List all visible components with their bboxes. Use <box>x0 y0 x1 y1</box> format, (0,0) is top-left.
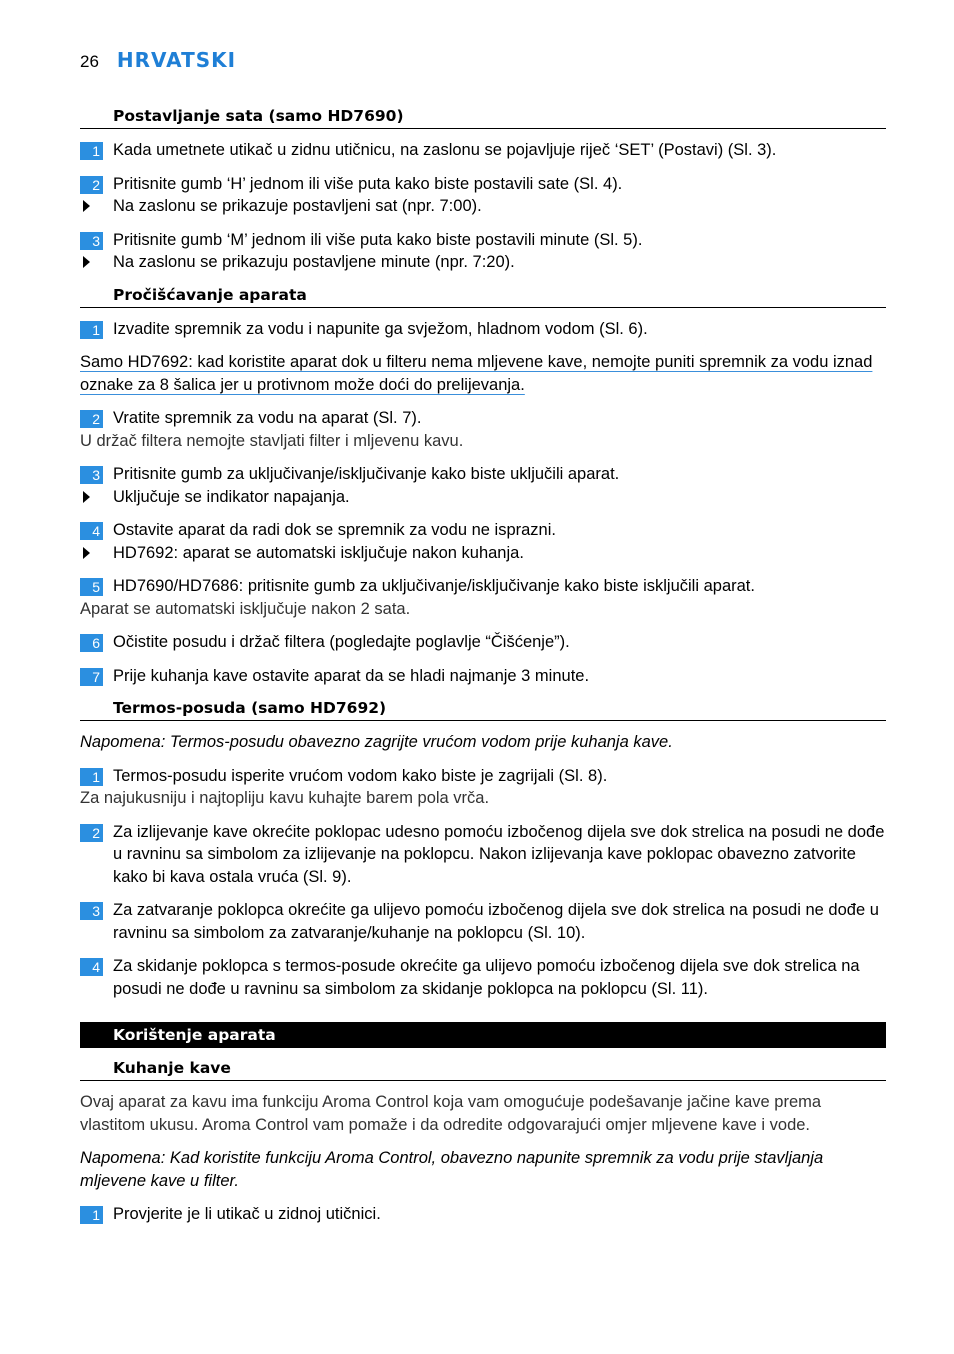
brewing-intro: Ovaj aparat za kavu ima funkciju Aroma Control koja vam omogućuje podešavanje jačine kave prema vlastitom ukusu. Aroma Control vam pomaže i da odredite odgovarajući omjer mljevene kave i vode. <box>80 1093 822 1134</box>
step-cleaning-2 <box>80 407 886 430</box>
step-number: 1 <box>80 142 103 160</box>
step-clock-2 <box>80 173 886 196</box>
step-text: Izvadite spremnik za vodu i napunite ga svježom, hladnom vodom (Sl. 6). <box>113 319 648 338</box>
step-text: Provjerite je li utikač u zidnoj utičnici. <box>113 1205 381 1223</box>
step-thermos-1 <box>80 765 886 788</box>
brewing-note: Napomena: Kad koristite funkciju Aroma Control, obavezno napunite spremnik za vodu prije stavljanja mljevene kave u filter. <box>80 1149 824 1190</box>
step-text: Očistite posudu i držač filtera (pogledajte poglavlje “Čišćenje”). <box>113 633 570 651</box>
result-bullet <box>80 486 886 509</box>
page-header <box>80 48 236 74</box>
step-text: Vratite spremnik za vodu na aparat (Sl. 7). <box>113 409 422 427</box>
step-thermos-2 <box>80 821 886 889</box>
plain-note: Aparat se automatski isključuje nakon 2 sata. <box>80 599 411 618</box>
step-cleaning-4 <box>80 519 886 542</box>
step-cleaning-7 <box>80 665 886 688</box>
bullet-text: Uključuje se indikator napajanja. <box>113 487 350 506</box>
step-number: 3 <box>80 466 103 484</box>
step-text: Kada umetnete utikač u zidnu utičnicu, na zaslonu se pojavljuje riječ ‘SET’ (Postavi) (Sl. 3). <box>113 141 777 159</box>
step-thermos-3 <box>80 899 886 944</box>
step-thermos-4 <box>80 955 886 1000</box>
section-title-thermos: Termos-posuda (samo HD7692) <box>80 698 886 721</box>
hd7692-note: Samo HD7692: kad koristite aparat dok u filteru nema mljevene kave, nemojte puniti spremnik za vodu iznad oznake za 8 šalica jer u protivnom može doći do prelijevanja. <box>80 353 873 394</box>
step-cleaning-5 <box>80 575 886 598</box>
step-text: Termos-posudu isperite vrućom vodom kako biste je zagrijali (Sl. 8). <box>113 766 608 785</box>
step-cleaning-1 <box>80 318 886 341</box>
step-clock-1 <box>80 139 886 162</box>
bullet-text: Na zaslonu se prikazuje postavljeni sat (npr. 7:00). <box>113 197 482 215</box>
section-title-clock: Postavljanje sata (samo HD7690) <box>80 106 886 129</box>
section-title-cleaning: Pročišćavanje aparata <box>80 285 886 308</box>
triangle-bullet-icon <box>83 547 90 559</box>
step-text: Pritisnite gumb ‘M’ jednom ili više puta kako biste postavili minute (Sl. 5). <box>113 230 643 249</box>
step-brewing-1 <box>80 1203 886 1226</box>
step-number: 1 <box>80 1206 103 1224</box>
section-title-using: Korištenje aparata <box>80 1022 886 1048</box>
page-number: 26 <box>80 52 99 71</box>
step-text: Pritisnite gumb za uključivanje/isključivanje kako biste uključili aparat. <box>113 465 620 483</box>
step-cleaning-6 <box>80 631 886 654</box>
triangle-bullet-icon <box>83 200 90 212</box>
result-bullet <box>80 195 886 218</box>
step-text: HD7690/HD7686: pritisnite gumb za uključivanje/isključivanje kako biste isključili aparat. <box>113 577 755 595</box>
language-title: HRVATSKI <box>116 48 237 72</box>
step-text: Za izlijevanje kave okrećite poklopac udesno pomoću izbočenog dijela sve dok strelica na posudi ne dođe u ravninu sa simbolom za izlijevanje na poklopcu. Nakon izlijevanja kave poklopac obavezno zatvorite kako bi kava ostala vruća (Sl. 9). <box>113 822 885 886</box>
step-number: 3 <box>80 232 103 250</box>
step-text: Prije kuhanja kave ostavite aparat da se hladi najmanje 3 minute. <box>113 666 590 685</box>
step-number: 6 <box>80 634 103 652</box>
triangle-bullet-icon <box>83 491 90 503</box>
step-text: Ostavite aparat da radi dok se spremnik za vodu ne isprazni. <box>113 521 556 539</box>
step-number: 1 <box>80 768 103 786</box>
step-number: 2 <box>80 410 103 428</box>
step-number: 7 <box>80 668 103 686</box>
result-bullet <box>80 251 886 274</box>
thermos-note: Napomena: Termos-posudu obavezno zagrijte vrućom vodom prije kuhanja kave. <box>80 733 673 751</box>
bullet-text: Na zaslonu se prikazuju postavljene minute (npr. 7:20). <box>113 253 515 271</box>
plain-note: U držač filtera nemojte stavljati filter i mljevenu kavu. <box>80 431 464 450</box>
step-number: 1 <box>80 321 103 339</box>
section-title-brewing: Kuhanje kave <box>80 1058 886 1081</box>
plain-note: Za najukusniju i najtopliju kavu kuhajte barem pola vrča. <box>80 789 490 807</box>
triangle-bullet-icon <box>83 256 90 268</box>
result-bullet <box>80 542 886 565</box>
step-clock-3 <box>80 229 886 252</box>
step-number: 4 <box>80 522 103 540</box>
step-text: Za skidanje poklopca s termos-posude okrećite ga ulijevo pomoću izbočenog dijela sve dok strelica na posudi ne dođe u ravninu sa simbolom za skidanje poklopca na poklopcu (Sl. 11). <box>113 957 860 998</box>
step-text: Pritisnite gumb ‘H’ jednom ili više puta kako biste postavili sate (Sl. 4). <box>113 174 623 193</box>
bullet-text: HD7692: aparat se automatski isključuje nakon kuhanja. <box>113 543 524 562</box>
step-number: 4 <box>80 958 103 976</box>
step-number: 5 <box>80 578 103 596</box>
step-number: 2 <box>80 176 103 194</box>
document-body <box>80 106 886 1226</box>
step-cleaning-3 <box>80 463 886 486</box>
step-number: 3 <box>80 902 103 920</box>
step-text: Za zatvaranje poklopca okrećite ga ulijevo pomoću izbočenog dijela sve dok strelica na posudi ne dođe u ravninu sa simbolom za zatvaranje/kuhanje na poklopcu (Sl. 10). <box>113 901 879 942</box>
step-number: 2 <box>80 824 103 842</box>
